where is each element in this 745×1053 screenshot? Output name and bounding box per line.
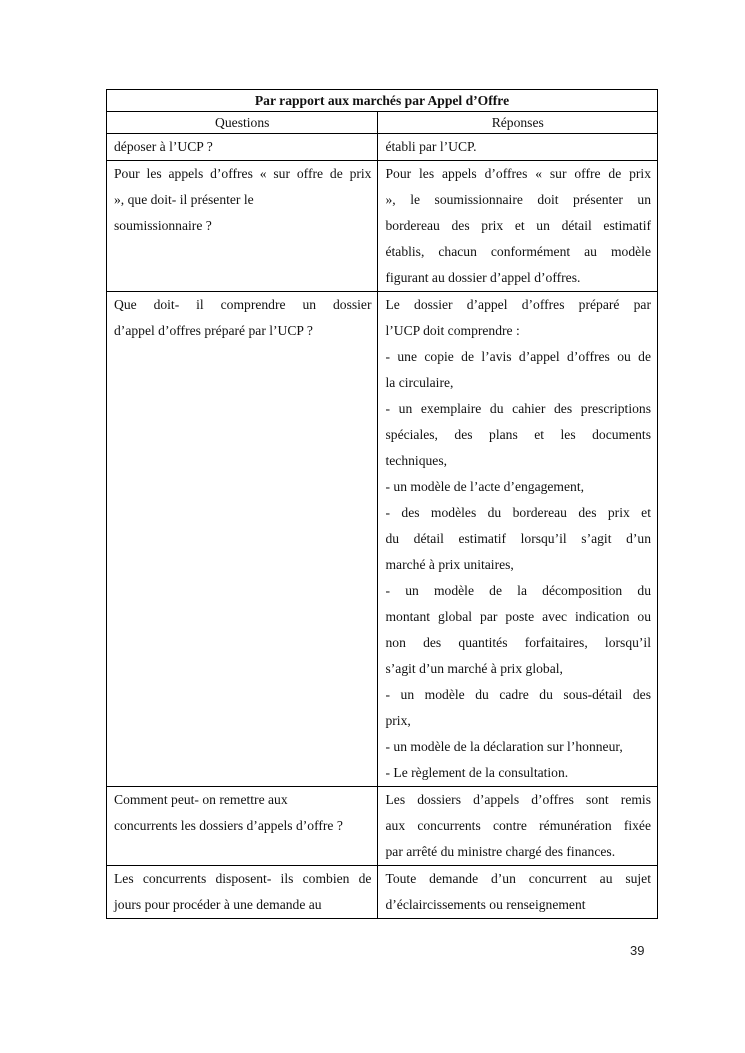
table-row [107,292,658,787]
response-line: - un modèle du cadre du sous-détail des [385,687,651,702]
response-line: figurant au dossier d’appel d’offres. [385,270,581,285]
question-line: d’appel d’offres préparé par l’UCP ? [114,323,313,338]
response-line: bordereau des prix et un détail estimatif [385,218,651,233]
table-row [107,787,658,866]
response-line: établi par l’UCP. [385,139,477,154]
question-cell [107,787,378,866]
header-questions: Questions [107,112,378,134]
response-line: - une copie de l’avis d’appel d’offres ou de [385,349,651,364]
response-line: Le dossier d’appel d’offres préparé par [385,297,651,312]
question-line: jours pour procéder à une demande au [114,897,322,912]
response-line: établis, chacun conformément au modèle [385,244,651,259]
question-cell [107,866,378,919]
header-responses: Réponses [378,112,658,134]
response-line: spéciales, des plans et les documents [385,427,651,442]
response-line: techniques, [385,453,448,468]
title-row [107,90,658,112]
table-row [107,866,658,919]
response-line: Pour les appels d’offres « sur offre de prix [385,166,651,181]
question-line: », que doit- il présenter le [114,192,254,207]
table-row [107,134,658,161]
response-line: d’éclaircissements ou renseignement [385,897,586,912]
response-line: non des quantités forfaitaires, lorsqu’il [385,635,651,650]
response-cell [378,866,658,919]
response-line: », le soumissionnaire doit présenter un [385,192,651,207]
question-line: Comment peut- on remettre aux [114,792,288,807]
response-line: - un modèle de l’acte d’engagement, [385,479,585,494]
response-line: du détail estimatif lorsqu’il s’agit d’un [385,531,651,546]
question-line: concurrents les dossiers d’appels d’offre ? [114,818,343,833]
table-title: Par rapport aux marchés par Appel d’Offre [107,90,658,112]
question-line: déposer à l’UCP ? [114,139,213,154]
response-line: - un modèle de la déclaration sur l’honneur, [385,739,623,754]
question-line: Pour les appels d’offres « sur offre de prix [114,166,372,181]
response-line: marché à prix unitaires, [385,557,514,572]
question-cell [107,292,378,787]
response-line: par arrêté du ministre chargé des finances. [385,844,616,859]
page-number: 39 [630,943,645,958]
question-cell [107,161,378,292]
response-line: s’agit d’un marché à prix global, [385,661,563,676]
question-line: soumissionnaire ? [114,218,212,233]
header-row [107,112,658,134]
response-line: - un exemplaire du cahier des prescriptions [385,401,651,416]
response-line: la circulaire, [385,375,454,390]
table-row [107,161,658,292]
qa-table [106,89,658,919]
response-line: montant global par poste avec indication ou [385,609,651,624]
response-cell [378,161,658,292]
question-line: Que doit- il comprendre un dossier [114,297,372,312]
response-line: Toute demande d’un concurrent au sujet [385,871,651,886]
response-line: - Le règlement de la consultation. [385,765,569,780]
response-cell [378,787,658,866]
response-line: l’UCP doit comprendre : [385,323,520,338]
response-line: aux concurrents contre rémunération fixée [385,818,651,833]
response-line: - des modèles du bordereau des prix et [385,505,651,520]
response-line: Les dossiers d’appels d’offres sont remis [385,792,651,807]
response-line: - un modèle de la décomposition du [385,583,651,598]
response-cell [378,134,658,161]
response-cell [378,292,658,787]
question-cell [107,134,378,161]
question-line: Les concurrents disposent- ils combien de [114,871,372,886]
response-line: prix, [385,713,411,728]
